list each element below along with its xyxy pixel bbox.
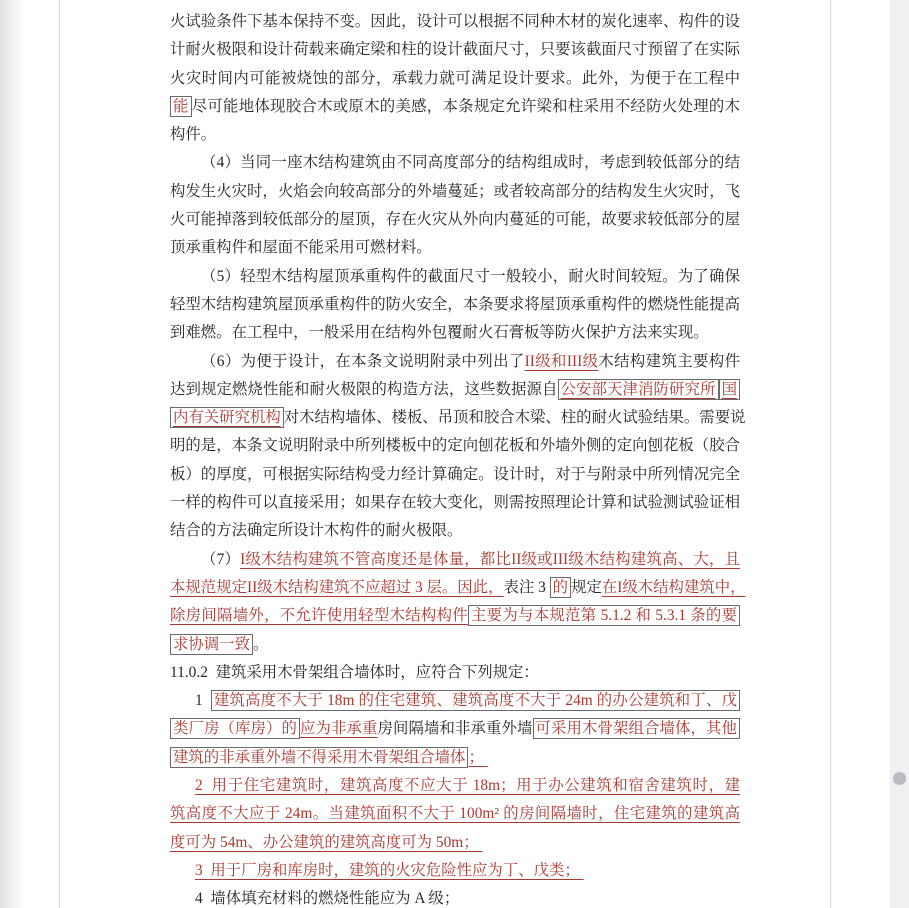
revision-boxed-text: 能	[170, 96, 192, 117]
body-text: 顶承重构件和屋面不能采用可燃材料。	[170, 239, 432, 257]
revision-boxed-text: 国	[719, 379, 740, 400]
page-left-shadow	[0, 0, 26, 908]
body-text: 表注 3	[503, 578, 550, 596]
revision-inserted-text: 在I级木结构建筑中，	[601, 578, 746, 596]
body-text: 对木结构墙体、楼板、吊顶和胶合木梁、柱的耐火试验结果。需要说	[283, 409, 746, 427]
text-line	[170, 121, 740, 149]
body-text: 构发生火灾时，火焰会向较高部分的外墙蔓延；或者较高部分的结构发生火灾时，飞	[170, 182, 740, 200]
body-text: 房间隔墙和非承重外墙	[377, 720, 533, 738]
body-text: （7）	[201, 550, 241, 568]
revision-inserted-text: 本规范规定II级木结构建筑不应超过 3 层。因此，	[170, 578, 504, 596]
text-line	[170, 461, 740, 489]
revision-boxed-text: 类厂房（库房）的	[170, 718, 300, 739]
text-line	[170, 291, 740, 319]
body-text: 火灾时间内可能被烧蚀的部分，承载力就可满足设计要求。此外，为便于在工程中	[170, 69, 740, 87]
revision-boxed-text: 可采用木骨架组合墙体，其他	[533, 718, 740, 739]
text-line	[170, 715, 740, 743]
text-line	[170, 263, 740, 291]
text-line	[170, 206, 740, 234]
body-text: 尽可能地体现胶合木或原木的美感，本条规定允许梁和柱采用不经防火处理的木	[191, 97, 740, 115]
revision-boxed-text: 公安部天津消防研究所	[558, 379, 719, 400]
text-line	[170, 178, 740, 206]
text-line	[170, 857, 740, 885]
body-text: 火试验条件下基本保持不变。因此，设计可以根据不同种木材的炭化速率、构件的设	[170, 13, 740, 30]
body-text: 达到规定燃烧性能和耐火极限的构造方法，这些数据源自	[170, 380, 558, 398]
body-text: 板）的厚度，可根据实际结构受力经计算确定。设计时，对于与附录中所列情况完全	[170, 465, 740, 483]
revision-boxed-text: 建筑的非承重外墙不得采用木骨架组合墙体	[170, 747, 468, 768]
text-line	[170, 432, 740, 460]
scrollbar-thumb[interactable]	[893, 772, 906, 785]
revision-inserted-text: 度可为 54m、办公建筑的建筑高度可为 50m；	[170, 833, 483, 851]
text-line	[170, 885, 740, 908]
revision-inserted-text: 3 用于厂房和库房时，建筑的火灾危险性应为丁、戊类；	[195, 861, 584, 879]
text-line	[170, 36, 740, 64]
text-line	[170, 800, 740, 828]
revision-boxed-text: 内有关研究机构	[170, 407, 284, 428]
revision-inserted-text: I级木结构建筑不管高度还是体量，都比II级或III级木结构建筑高、大，且	[240, 550, 740, 568]
revision-boxed-text: 建筑高度不大于 18m 的住宅建筑、建筑高度不大于 24m 的办公建筑和丁、戊	[211, 690, 740, 711]
text-line	[170, 546, 740, 574]
revision-inserted-text: 2 用于住宅建筑时，建筑高度不应大于 18m；用于办公建筑和宿舍建筑时，建	[195, 777, 740, 795]
body-text: 轻型木结构建筑屋顶承重构件的防火安全，本条要求将屋顶承重构件的燃烧性能提高	[170, 295, 740, 313]
body-text: 。	[252, 635, 269, 653]
text-line	[170, 489, 740, 517]
page-right-border	[830, 0, 831, 908]
text-line	[170, 234, 740, 262]
text-line	[170, 93, 740, 121]
body-text: 木结构建筑主要构件	[598, 352, 740, 370]
text-line	[170, 376, 740, 404]
revision-inserted-text: 除房间隔墙外，不允许使用轻型木结构构件	[170, 607, 468, 625]
body-text: 明的是，本条文说明附录中所列楼板中的定向刨花板和外墙外侧的定向刨花板（胶合	[170, 437, 740, 455]
text-line	[170, 8, 740, 36]
text-line	[170, 517, 740, 545]
text-line	[170, 65, 740, 93]
revision-inserted-text: II级和III级	[524, 352, 599, 370]
body-text: 结合的方法确定所设计木构件的耐火极限。	[170, 522, 463, 540]
body-text: 规定	[571, 578, 602, 596]
body-text: 1	[195, 692, 211, 710]
text-line	[170, 319, 740, 347]
body-text: 构件。	[170, 126, 217, 144]
text-line	[170, 744, 740, 772]
revision-inserted-text: ；	[468, 748, 488, 766]
text-line	[170, 687, 740, 715]
text-line	[170, 404, 746, 432]
body-text: 计耐火极限和设计荷载来确定梁和柱的设计截面尺寸，只要该截面尺寸预留了在实际	[170, 41, 740, 59]
text-line	[170, 149, 740, 177]
text-line	[170, 772, 740, 800]
revision-boxed-text: 求协调一致	[170, 634, 253, 655]
body-text: 11.0.2 建筑采用木骨架组合墙体时，应符合下列规定：	[170, 663, 539, 681]
body-text: 火可能掉落到较低部分的屋顶，存在火灾从外向内蔓延的可能，故要求较低部分的屋	[170, 211, 740, 229]
text-line	[170, 602, 740, 630]
text-line	[170, 574, 746, 602]
revision-boxed-text: 的	[550, 577, 571, 598]
document-text-column	[170, 8, 746, 908]
revision-inserted-text: 应为非承重	[300, 720, 378, 738]
text-line	[170, 659, 740, 687]
body-text: （4）当同一座木结构建筑由不同高度部分的结构组成时，考虑到较低部分的结	[201, 154, 740, 172]
body-text: 4 墙体填充材料的燃烧性能应为 A 级；	[195, 890, 460, 908]
text-line	[170, 348, 740, 376]
body-text: 到难燃。在工程中，一般采用在结构外包覆耐火石膏板等防火保护方法来实现。	[170, 324, 709, 342]
body-text: 一样的构件可以直接采用；如果存在较大变化，则需按照理论计算和试验测试验证相	[170, 494, 740, 512]
page-left-border	[59, 0, 60, 908]
revision-inserted-text: 筑高度不大应于 24m。当建筑面积不大于 100m² 的房间隔墙时，住宅建筑的建筑高	[170, 805, 740, 823]
text-line	[170, 631, 740, 659]
text-line	[170, 829, 740, 857]
revision-boxed-text: 主要为与本规范第 5.1.2 和 5.3.1 条的要	[468, 605, 740, 626]
body-text: （6）为便于设计，在本条文说明附录中列出了	[201, 352, 525, 370]
body-text: （5）轻型木结构屋顶承重构件的截面尺寸一般较小，耐火时间较短。为了确保	[201, 267, 740, 285]
